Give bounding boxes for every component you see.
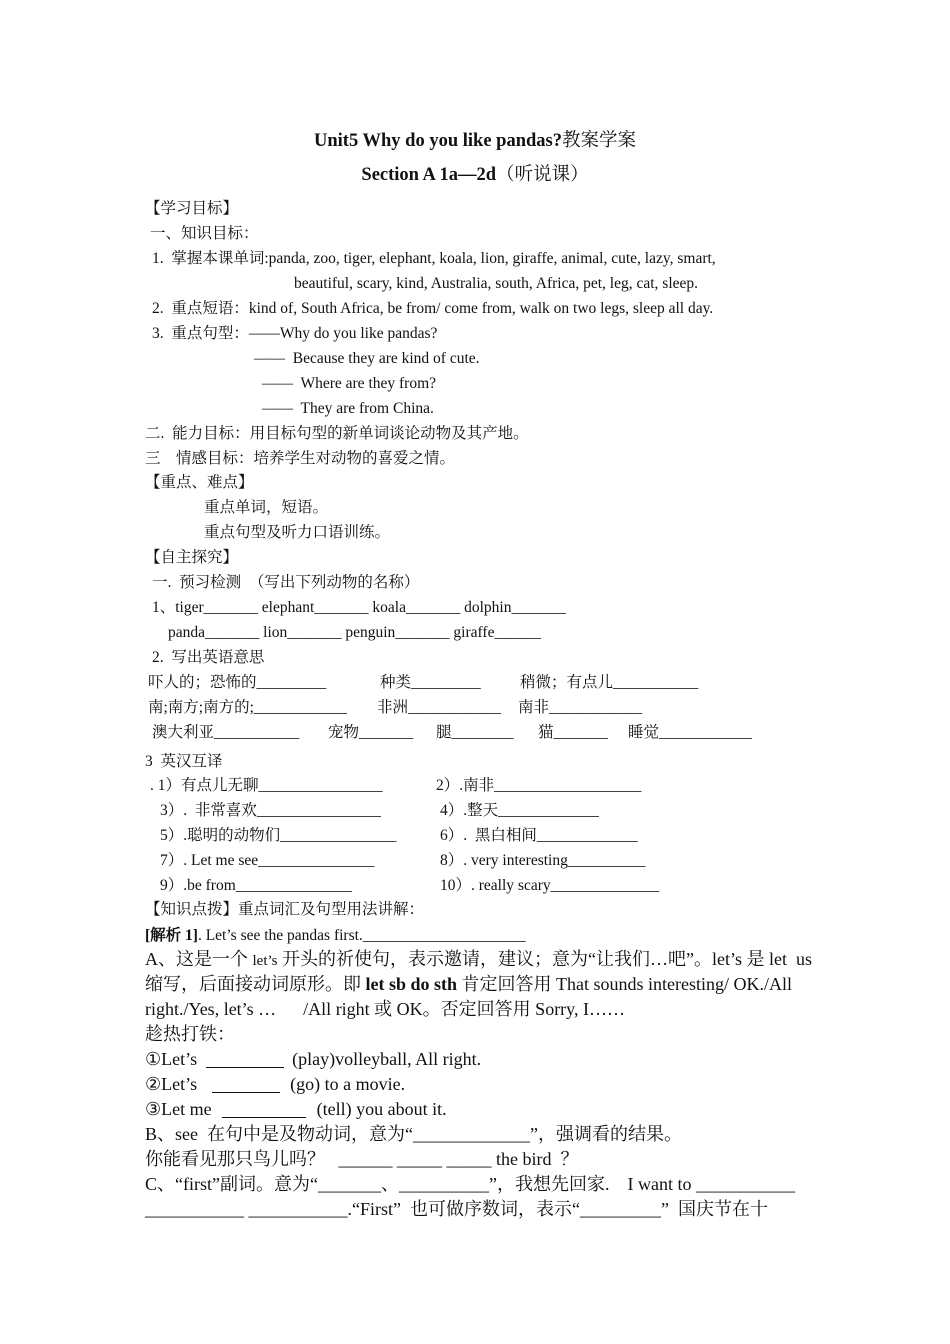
subtitle-en: Section A 1a—2d — [361, 165, 497, 185]
explanation-a-line-1 — [145, 947, 812, 973]
section-heading-knowledge: 【知识点拨】重点词汇及句型用法讲解： — [145, 901, 425, 918]
text-run: (tell) you about it. — [312, 1099, 447, 1119]
sentence-pattern-1: 3. 重点句型：——Why do you like pandas? — [152, 325, 438, 342]
title-cn: 教案学案 — [561, 131, 636, 151]
meaning-item: 种类_________ — [380, 674, 481, 691]
text-run: 开头的祈使句，表示邀请，建议；意为“让我们…吧”。let’s 是 let us — [277, 949, 812, 969]
section-heading-key-points: 【重点、难点】 — [145, 474, 254, 491]
text-run: A、这是一个 — [145, 949, 253, 969]
meaning-item: 南;南方;南方的;____________ — [148, 699, 347, 716]
meaning-item: 腿________ — [436, 724, 514, 741]
explanation-a-line-3: right./Yes, let’s … /All right 或 OK。否定回答用 Sorry, I…… — [145, 999, 626, 1019]
meaning-item: 吓人的；恐怖的_________ — [148, 674, 327, 691]
ability-objective: 二. 能力目标：用目标句型的新单词谈论动物及其产地。 — [145, 425, 529, 442]
practice-heading: 趁热打铁： — [145, 1024, 235, 1044]
text-run: 缩写，后面接动词原形。即 — [145, 974, 366, 994]
meaning-item: 澳大利亚___________ — [152, 724, 300, 741]
translation-heading: 3 英汉互译 — [145, 753, 223, 770]
text-run: 肯定回答用 That sounds interesting/ OK./All — [457, 974, 793, 994]
explanation-b: B、see 在句中是及物动词，意为“_____________”，强调看的结果。 — [145, 1124, 682, 1144]
sentence-pattern-3: —— Where are they from? — [262, 375, 437, 392]
sentence-pattern-4: —— They are from China. — [262, 400, 434, 417]
analysis-label: [解析 1] — [145, 927, 198, 944]
text-run: ③Let me — [145, 1099, 217, 1119]
translation-item: 7）. Let me see_______________ — [160, 852, 375, 869]
translation-item: 9）.be from_______________ — [160, 877, 353, 894]
meaning-item: 非洲____________ — [377, 699, 502, 716]
analysis-sentence: . Let’s see the pandas first._____________________ — [197, 927, 526, 944]
practice-item-2 — [145, 1072, 405, 1096]
meaning-item: 南非____________ — [518, 699, 643, 716]
key-point-1: 重点单词，短语。 — [204, 499, 329, 516]
animal-names-row-2: panda_______ lion_______ penguin_______ giraffe______ — [168, 624, 541, 641]
emotion-objective: 三 情感目标：培养学生对动物的喜爱之情。 — [145, 450, 456, 467]
translation-item: 2）.南非___________________ — [436, 777, 642, 794]
section-heading-self-study: 【自主探究】 — [145, 549, 239, 566]
translation-item: 3）. 非常喜欢________________ — [160, 802, 381, 819]
translation-item: 10）. really scary______________ — [440, 877, 660, 894]
translation-item: 4）.整天_____________ — [440, 802, 599, 819]
preview-check-heading: 一. 预习检测 （写出下列动物的名称） — [152, 574, 420, 591]
sentence-pattern-2: —— Because they are kind of cute. — [254, 350, 480, 367]
meaning-item: 睡觉____________ — [628, 724, 753, 741]
practice-item-3 — [145, 1097, 447, 1121]
answer-blank[interactable] — [222, 1100, 306, 1118]
explanation-a-line-2 — [145, 972, 792, 996]
text-run-bold: let sb do sth — [365, 974, 458, 994]
translation-item: 6）. 黑白相间_____________ — [440, 827, 638, 844]
translation-item: . 1）有点儿无聊________________ — [150, 777, 383, 794]
text-run: let’s — [252, 953, 278, 969]
answer-blank[interactable] — [206, 1050, 284, 1068]
answer-blank[interactable] — [212, 1075, 280, 1093]
practice-item-1 — [145, 1047, 481, 1071]
knowledge-objective-heading: 一、知识目标： — [150, 225, 259, 242]
explanation-c-line-2: ___________ ___________.“First” 也可做序数词，表示“_________” 国庆节在十 — [145, 1199, 768, 1219]
translation-item: 5）.聪明的动物们_______________ — [160, 827, 397, 844]
text-run: ②Let’s — [145, 1074, 202, 1094]
subtitle-cn: （听说课） — [496, 165, 589, 185]
phrases-line: 2. 重点短语：kind of, South Africa, be from/ come from, walk on two legs, sleep all day. — [152, 300, 714, 317]
page-title — [0, 126, 950, 152]
vocabulary-line-2: beautiful, scary, kind, Australia, south, Africa, pet, leg, cat, sleep. — [294, 275, 699, 292]
section-heading-objectives: 【学习目标】 — [145, 200, 239, 217]
key-point-2: 重点句型及听力口语训练。 — [204, 524, 391, 541]
page-subtitle — [0, 160, 950, 186]
explanation-c-line-1: C、“first”副词。意为“_______、__________”，我想先回家. I want to ___________ — [145, 1174, 795, 1194]
meaning-item: 稍微；有点儿___________ — [520, 674, 699, 691]
meaning-item: 猫_______ — [538, 724, 608, 741]
translation-item: 8）. very interesting__________ — [440, 852, 646, 869]
english-meaning-heading: 2. 写出英语意思 — [152, 649, 265, 666]
meaning-item: 宠物_______ — [328, 724, 414, 741]
explanation-b-example: 你能看见那只鸟儿吗？ ______ _____ _____ the bird ？ — [145, 1149, 579, 1169]
analysis-1-heading — [145, 926, 526, 946]
animal-names-row-1: 1、tiger_______ elephant_______ koala_______ dolphin_______ — [152, 599, 566, 616]
vocabulary-line-1: 1. 掌握本课单词:panda, zoo, tiger, elephant, koala, lion, giraffe, animal, cute, lazy, smart, — [152, 250, 716, 267]
text-run: (go) to a movie. — [285, 1074, 406, 1094]
text-run: (play)volleyball, All right. — [287, 1049, 482, 1069]
text-run: ①Let’s — [145, 1049, 202, 1069]
title-en: Unit5 Why do you like pandas? — [314, 131, 562, 151]
